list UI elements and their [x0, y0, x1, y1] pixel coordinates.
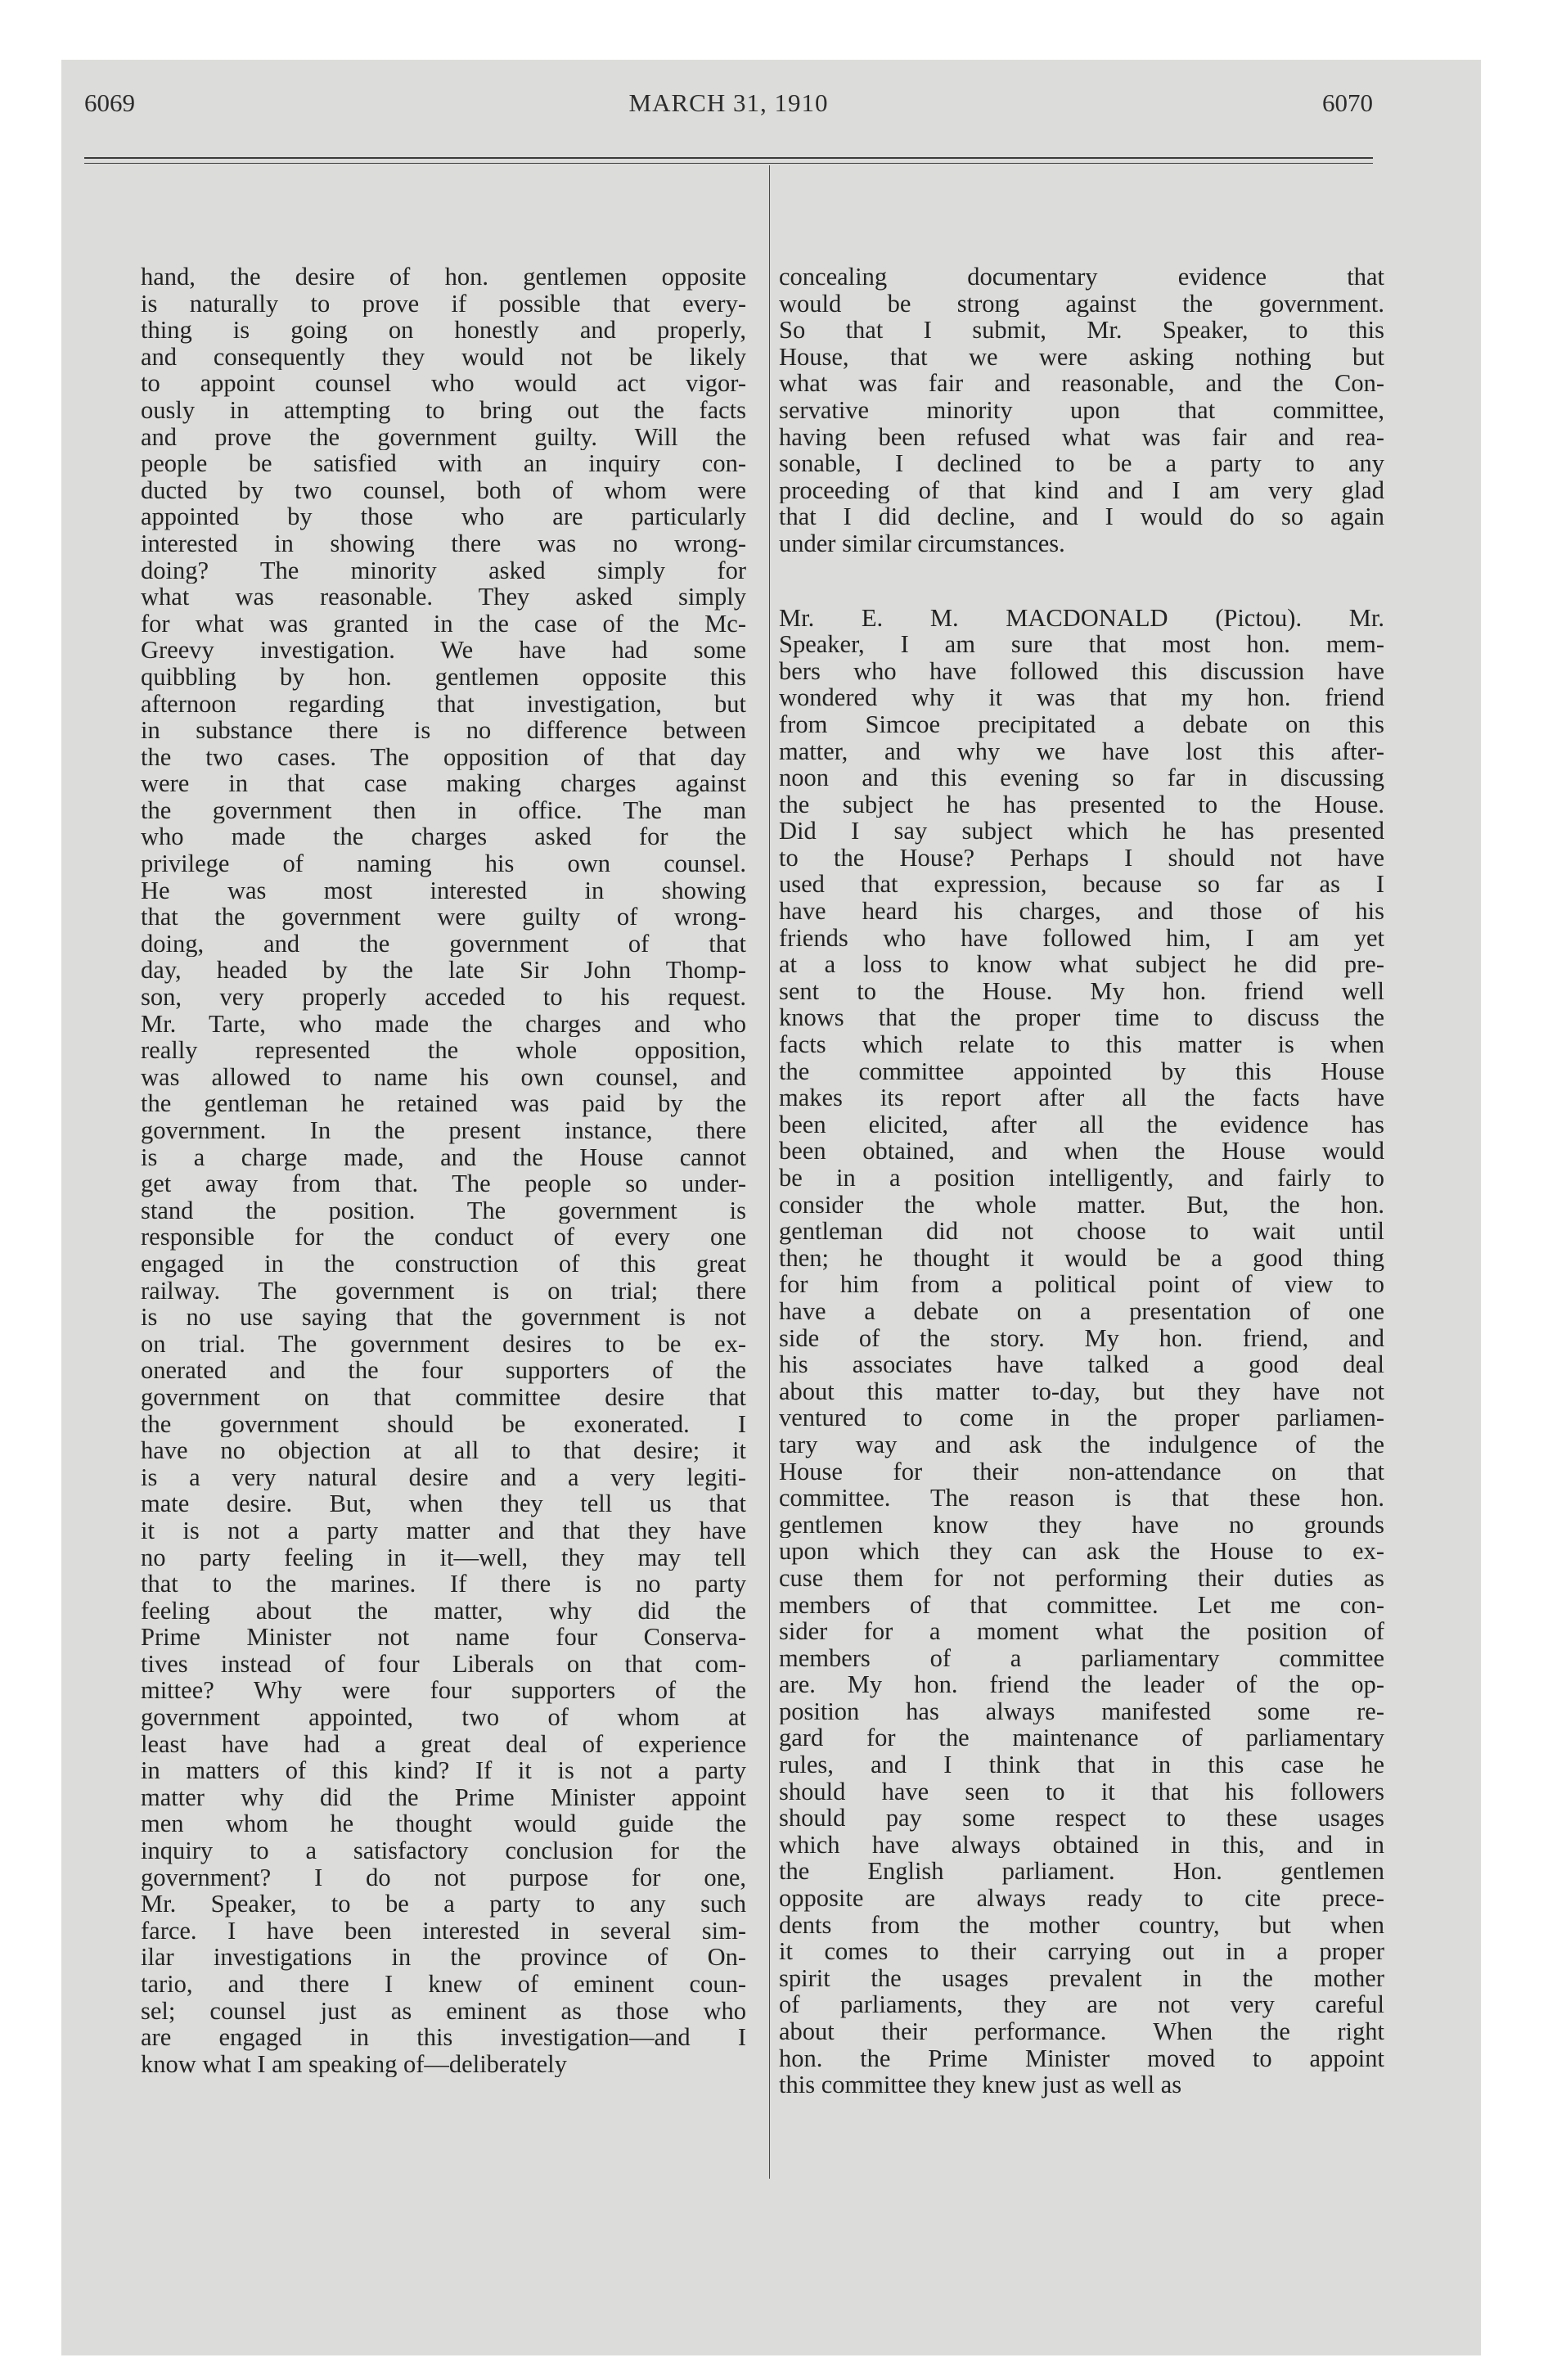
- right-column-line: then; he thought it would be a good thing: [779, 1244, 1384, 1272]
- right-column-line: sider for a moment what the position of: [779, 1618, 1384, 1645]
- right-page-number: 6070: [1322, 88, 1373, 117]
- left-column-line: stand the position. The government is: [141, 1197, 746, 1224]
- right-column-line: rules, and I think that in this case he: [779, 1751, 1384, 1778]
- right-column-line: have a debate on a presentation of one: [779, 1297, 1384, 1325]
- left-column-line: is a charge made, and the House cannot: [141, 1143, 746, 1171]
- right-column-line: facts which relate to this matter is when: [779, 1031, 1384, 1058]
- left-column-line: government on that committee desire that: [141, 1383, 746, 1411]
- right-column-line: be in a position intelligently, and fairly to: [779, 1165, 1384, 1192]
- left-column-line: is a very natural desire and a very legiti-: [141, 1463, 746, 1491]
- right-column-line: which have always obtained in this, and in: [779, 1831, 1384, 1859]
- paragraph-closing-remarks: [779, 264, 1384, 557]
- left-column-line: ously in attempting to bring out the facts: [141, 396, 746, 424]
- left-column-line: tario, and there I knew of eminent coun-: [141, 1971, 746, 1998]
- right-column-line: are. My hon. friend the leader of the op-: [779, 1671, 1384, 1698]
- left-column-line: doing? The minority asked simply for: [141, 557, 746, 584]
- left-column-line: was allowed to name his own counsel, and: [141, 1063, 746, 1091]
- left-column-line: quibbling by hon. gentlemen opposite this: [141, 663, 746, 691]
- left-column-line: that to the marines. If there is no party: [141, 1571, 746, 1598]
- left-column-line: on trial. The government desires to be ex-: [141, 1330, 746, 1358]
- header-rule-thick: [84, 157, 1373, 159]
- left-column-line: the government then in office. The man: [141, 796, 746, 824]
- page-date: MARCH 31, 1910: [628, 88, 829, 117]
- left-column-line: know what I am speaking of—deliberately: [141, 2050, 567, 2078]
- right-column-line: the English parliament. Hon. gentlemen: [779, 1858, 1384, 1886]
- left-column-line: and consequently they would not be likely: [141, 343, 746, 371]
- right-column-line: matter, and why we have lost this after-: [779, 737, 1384, 765]
- right-column: [779, 264, 1384, 2098]
- left-column-line: doing, and the government of that: [141, 930, 746, 958]
- left-column-line: to appoint counsel who would act vigor-: [141, 370, 746, 397]
- right-column-line: members of that committee. Let me con-: [779, 1591, 1384, 1619]
- left-column-line: Prime Minister not name four Conserva-: [141, 1624, 746, 1651]
- right-column-line: sent to the House. My hon. friend well: [779, 977, 1384, 1005]
- right-column-line: makes its report after all the facts have: [779, 1084, 1384, 1111]
- left-column-line: responsible for the conduct of every one: [141, 1224, 746, 1251]
- right-column-line: would be strong against the government.: [779, 290, 1384, 318]
- left-column-line: Mr. Tarte, who made the charges and who: [141, 1010, 746, 1038]
- right-column-line: about this matter to-day, but they have not: [779, 1377, 1384, 1405]
- left-column-line: appointed by those who are particularly: [141, 503, 746, 530]
- right-column-line: under similar circumstances.: [779, 530, 1065, 557]
- left-column-line: government? I do not purpose for one,: [141, 1864, 746, 1891]
- left-column: [141, 264, 746, 2077]
- left-column-line: least have had a great deal of experience: [141, 1730, 746, 1758]
- right-column-line: concealing documentary evidence that: [779, 264, 1384, 291]
- right-column-line: from Simcoe precipitated a debate on this: [779, 710, 1384, 738]
- right-column-line: tary way and ask the indulgence of the: [779, 1431, 1384, 1458]
- left-column-line: son, very properly acceded to his request.: [141, 984, 746, 1011]
- right-column-line: servative minority upon that committee,: [779, 396, 1384, 424]
- right-column-line: committee. The reason is that these hon.: [779, 1485, 1384, 1512]
- right-column-line: sonable, I declined to be a party to any: [779, 450, 1384, 477]
- left-column-line: it is not a party matter and that they have: [141, 1517, 746, 1544]
- left-column-line: onerated and the four supporters of the: [141, 1357, 746, 1384]
- left-column-line: government. In the present instance, there: [141, 1117, 746, 1144]
- right-column-line: dents from the mother country, but when: [779, 1911, 1384, 1939]
- right-column-line: about their performance. When the right: [779, 2018, 1384, 2045]
- right-column-line: bers who have followed this discussion have: [779, 657, 1384, 685]
- right-column-line: of parliaments, they are not very careful: [779, 1991, 1384, 2018]
- left-column-line: thing is going on honestly and properly,: [141, 317, 746, 344]
- right-column-line: the committee appointed by this House: [779, 1057, 1384, 1085]
- right-column-line: proceeding of that kind and I am very glad: [779, 476, 1384, 504]
- column-divider: [769, 165, 770, 2179]
- left-column-line: get away from that. The people so under-: [141, 1170, 746, 1197]
- left-column-line: the gentleman he retained was paid by the: [141, 1090, 746, 1117]
- right-column-line: used that expression, because so far as I: [779, 871, 1384, 899]
- left-column-line: He was most interested in showing: [141, 877, 746, 904]
- left-column-line: Greevy investigation. We have had some: [141, 637, 746, 664]
- right-column-line: Speaker, I am sure that most hon. mem-: [779, 631, 1384, 658]
- left-column-line: ilar investigations in the province of On-: [141, 1944, 746, 1971]
- left-column-line: farce. I have been interested in several sim-: [141, 1917, 746, 1945]
- left-column-line: for what was granted in the case of the Mc-: [141, 610, 746, 638]
- left-column-line: are engaged in this investigation—and I: [141, 2024, 746, 2051]
- left-column-line: and prove the government guilty. Will the: [141, 423, 746, 451]
- left-column-line: sel; counsel just as eminent as those who: [141, 1997, 746, 2025]
- left-column-line: hand, the desire of hon. gentlemen opposite: [141, 264, 746, 291]
- left-page-number: 6069: [84, 88, 135, 117]
- right-column-line: opposite are always ready to cite prece-: [779, 1885, 1384, 1912]
- right-column-line: it comes to their carrying out in a proper: [779, 1938, 1384, 1965]
- left-column-line: engaged in the construction of this great: [141, 1250, 746, 1278]
- left-column-line: the two cases. The opposition of that day: [141, 743, 746, 771]
- left-column-line: mittee? Why were four supporters of the: [141, 1677, 746, 1705]
- left-column-line: railway. The government is on trial; there: [141, 1277, 746, 1305]
- right-column-line: at a loss to know what subject he did pre-: [779, 951, 1384, 978]
- right-column-line: consider the whole matter. But, the hon.: [779, 1191, 1384, 1219]
- right-column-line: gentleman did not choose to wait until: [779, 1218, 1384, 1245]
- right-column-line: knows that the proper time to discuss the: [779, 1004, 1384, 1032]
- right-column-line: that I did decline, and I would do so again: [779, 503, 1384, 530]
- left-column-line: the government should be exonerated. I: [141, 1410, 746, 1438]
- right-column-line: upon which they can ask the House to ex-: [779, 1538, 1384, 1565]
- right-column-line: So that I submit, Mr. Speaker, to this: [779, 317, 1384, 344]
- left-column-line: in substance there is no difference between: [141, 717, 746, 744]
- left-column-line: afternoon regarding that investigation, but: [141, 690, 746, 718]
- left-column-line: feeling about the matter, why did the: [141, 1597, 746, 1625]
- right-column-line: what was fair and reasonable, and the Con-: [779, 370, 1384, 397]
- left-column-line: what was reasonable. They asked simply: [141, 584, 746, 611]
- left-column-line: that the government were guilty of wrong-: [141, 904, 746, 931]
- right-column-line: his associates have talked a good deal: [779, 1351, 1384, 1378]
- right-column-line: should pay some respect to these usages: [779, 1805, 1384, 1832]
- left-column-line: men whom he thought would guide the: [141, 1810, 746, 1838]
- right-column-line: been obtained, and when the House would: [779, 1138, 1384, 1165]
- right-column-line: this committee they knew just as well as: [779, 2071, 1182, 2098]
- right-column-line: gard for the maintenance of parliamentary: [779, 1724, 1384, 1752]
- left-column-line: inquiry to a satisfactory conclusion for the: [141, 1837, 746, 1864]
- left-column-line: have no objection at all to that desire; it: [141, 1437, 746, 1464]
- left-column-line: people be satisfied with an inquiry con-: [141, 450, 746, 477]
- header-rule-thin: [84, 163, 1373, 164]
- left-column-line: who made the charges asked for the: [141, 823, 746, 851]
- right-column-line: been elicited, after all the evidence has: [779, 1111, 1384, 1138]
- left-column-line: day, headed by the late Sir John Thomp-: [141, 957, 746, 985]
- right-column-line: wondered why it was that my hon. friend: [779, 684, 1384, 711]
- left-column-line: were in that case making charges against: [141, 770, 746, 797]
- right-column-line: friends who have followed him, I am yet: [779, 924, 1384, 952]
- right-column-line: have heard his charges, and those of his: [779, 898, 1384, 925]
- left-column-line: interested in showing there was no wrong-: [141, 530, 746, 557]
- right-column-line: Did I say subject which he has presented: [779, 818, 1384, 845]
- right-column-line: for him from a political point of view to: [779, 1271, 1384, 1298]
- right-column-line: House, that we were asking nothing but: [779, 343, 1384, 371]
- right-column-line: spirit the usages prevalent in the mother: [779, 1964, 1384, 1992]
- left-column-line: matter why did the Prime Minister appoint: [141, 1783, 746, 1811]
- right-column-line: gentlemen know they have no grounds: [779, 1511, 1384, 1539]
- right-column-line: hon. the Prime Minister moved to appoint: [779, 2044, 1384, 2072]
- right-column-line: Mr. E. M. MACDONALD (Pictou). Mr.: [779, 604, 1384, 632]
- right-column-line: noon and this evening so far in discussing: [779, 764, 1384, 791]
- right-column-line: the subject he has presented to the House.: [779, 791, 1384, 818]
- left-column-line: Mr. Speaker, to be a party to any such: [141, 1891, 746, 1918]
- right-column-line: side of the story. My hon. friend, and: [779, 1324, 1384, 1352]
- left-column-line: privilege of naming his own counsel.: [141, 850, 746, 877]
- right-column-line: to the House? Perhaps I should not have: [779, 844, 1384, 872]
- right-column-line: cuse them for not performing their duties as: [779, 1564, 1384, 1592]
- left-column-line: is naturally to prove if possible that every-: [141, 290, 746, 318]
- left-column-line: is no use saying that the government is not: [141, 1304, 746, 1331]
- right-column-line: having been refused what was fair and rea-: [779, 423, 1384, 451]
- left-column-line: ducted by two counsel, both of whom were: [141, 476, 746, 504]
- right-column-line: position has always manifested some re-: [779, 1697, 1384, 1725]
- left-column-line: government appointed, two of whom at: [141, 1704, 746, 1731]
- left-column-line: really represented the whole opposition,: [141, 1037, 746, 1064]
- right-column-line: members of a parliamentary committee: [779, 1644, 1384, 1672]
- left-column-line: no party feeling in it—well, they may tell: [141, 1544, 746, 1571]
- paragraph-macdonald-speech: [779, 605, 1384, 2098]
- page-header: [84, 88, 1373, 137]
- left-column-line: mate desire. But, when they tell us that: [141, 1490, 746, 1517]
- right-column-line: ventured to come in the proper parliamen-: [779, 1404, 1384, 1431]
- right-column-line: House for their non-attendance on that: [779, 1458, 1384, 1485]
- left-column-line: in matters of this kind? If it is not a party: [141, 1757, 746, 1784]
- paragraph-spacer: [779, 557, 1384, 605]
- left-column-line: tives instead of four Liberals on that com-: [141, 1650, 746, 1678]
- right-column-line: should have seen to it that his followers: [779, 1778, 1384, 1805]
